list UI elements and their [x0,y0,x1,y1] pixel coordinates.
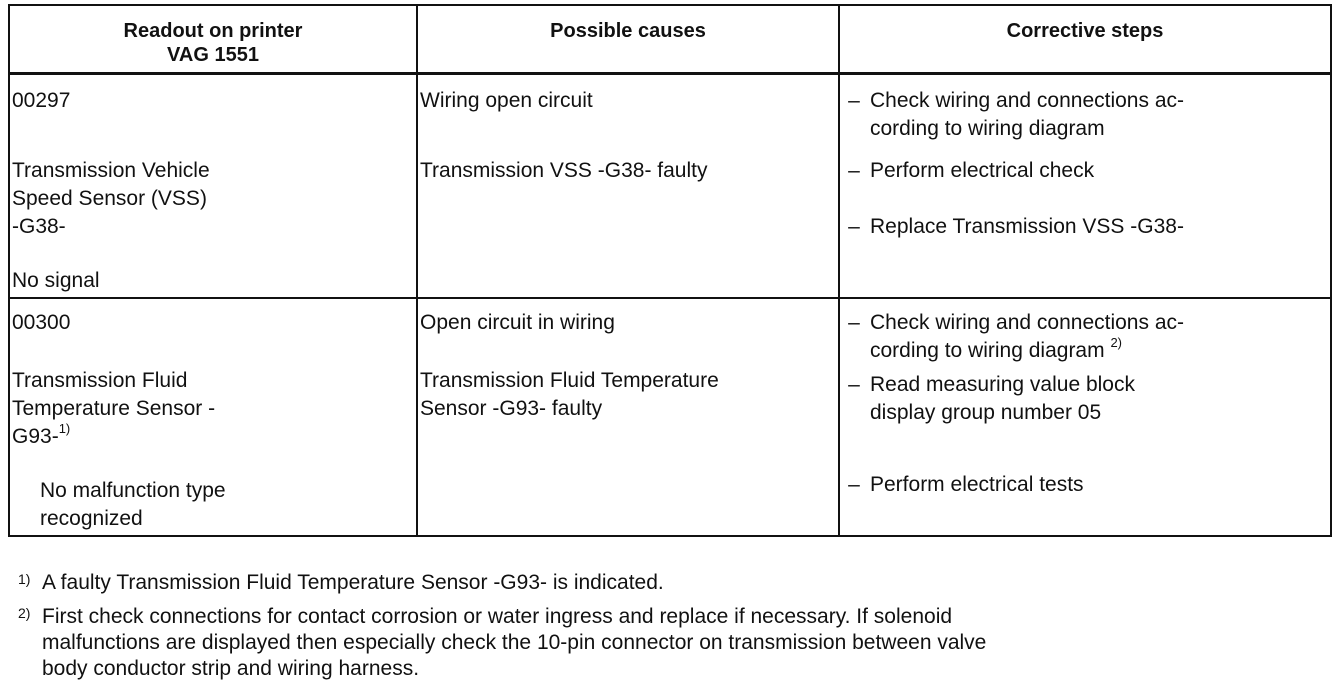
header-readout-line2: VAG 1551 [167,44,259,66]
header-causes: Possible causes [417,5,839,73]
step-item [840,157,1322,185]
dash-bullet: – [848,472,860,496]
component-line: Temperature Sensor - [12,396,216,420]
component-line: Transmission Vehicle [12,158,210,182]
readout-cell [9,298,417,536]
header-readout [9,5,417,73]
steps-cell [839,73,1331,298]
step-text: Check wiring and connections ac- [870,88,1184,112]
step-text: Replace Transmission VSS -G38- [870,214,1184,238]
status-line: recognized [40,506,143,530]
steps-cell [839,298,1331,536]
fault-status: No signal [12,268,100,292]
component-name [12,157,410,241]
footnote-text: malfunctions are displayed then especially check the 10-pin connector on transmission between valve [42,631,987,654]
dash-bullet: – [848,310,860,334]
status-line: No malfunction type [40,478,226,502]
cause-item [420,367,832,423]
readout-cell [9,73,417,298]
dash-bullet: – [848,158,860,182]
component-line: Transmission Fluid [12,368,188,392]
footnote-mark: 2) [18,605,31,621]
cause-item: Wiring open circuit [420,88,593,112]
causes-cell [417,73,839,298]
cause-item: Open circuit in wiring [420,310,615,334]
table-row [9,298,1331,536]
header-steps: Corrective steps [839,5,1331,73]
step-text-line [870,334,1322,365]
footnote-ref: 2) [1110,334,1123,350]
cause-line: Sensor -G93- faulty [420,396,603,420]
table-row [9,73,1331,298]
cause-item: Transmission VSS -G38- faulty [420,158,708,182]
step-text: cording to wiring diagram [870,116,1105,140]
component-text: G93- [12,424,59,448]
step-text: Perform electrical check [870,158,1095,182]
fault-status [40,477,410,533]
step-text: Perform electrical tests [870,472,1084,496]
step-text: Check wiring and connections ac- [870,310,1184,334]
causes-cell [417,298,839,536]
fault-code: 00300 [12,310,71,334]
step-item [840,371,1322,427]
step-text: cording to wiring diagram [870,338,1105,362]
component-line: Speed Sensor (VSS) [12,186,207,210]
component-line [12,420,410,451]
step-item [840,87,1322,143]
footnote-text: First check connections for contact corrosion or water ingress and replace if necessary. If solenoid [42,605,953,628]
footnote-mark: 1) [18,571,31,587]
footnote-1 [18,570,1318,596]
table-header-row [9,5,1331,73]
component-line: -G38- [12,214,66,238]
footnote-ref: 1) [58,420,71,436]
step-text: Read measuring value block [870,372,1135,396]
step-item [840,213,1322,241]
fault-code-table [8,4,1332,537]
step-text: display group number 05 [870,400,1102,424]
footnote-text: body conductor strip and wiring harness. [42,657,420,680]
footnotes [18,570,1318,690]
header-readout-line1: Readout on printer [123,20,303,42]
footnote-text: A faulty Transmission Fluid Temperature Sensor -G93- is indicated. [42,571,664,594]
fault-code: 00297 [12,88,71,112]
step-item [840,309,1322,365]
dash-bullet: – [848,214,860,238]
footnote-2 [18,604,1318,682]
dash-bullet: – [848,88,860,112]
cause-line: Transmission Fluid Temperature [420,368,719,392]
dash-bullet: – [848,372,860,396]
step-item [840,471,1322,499]
component-name [12,367,410,451]
